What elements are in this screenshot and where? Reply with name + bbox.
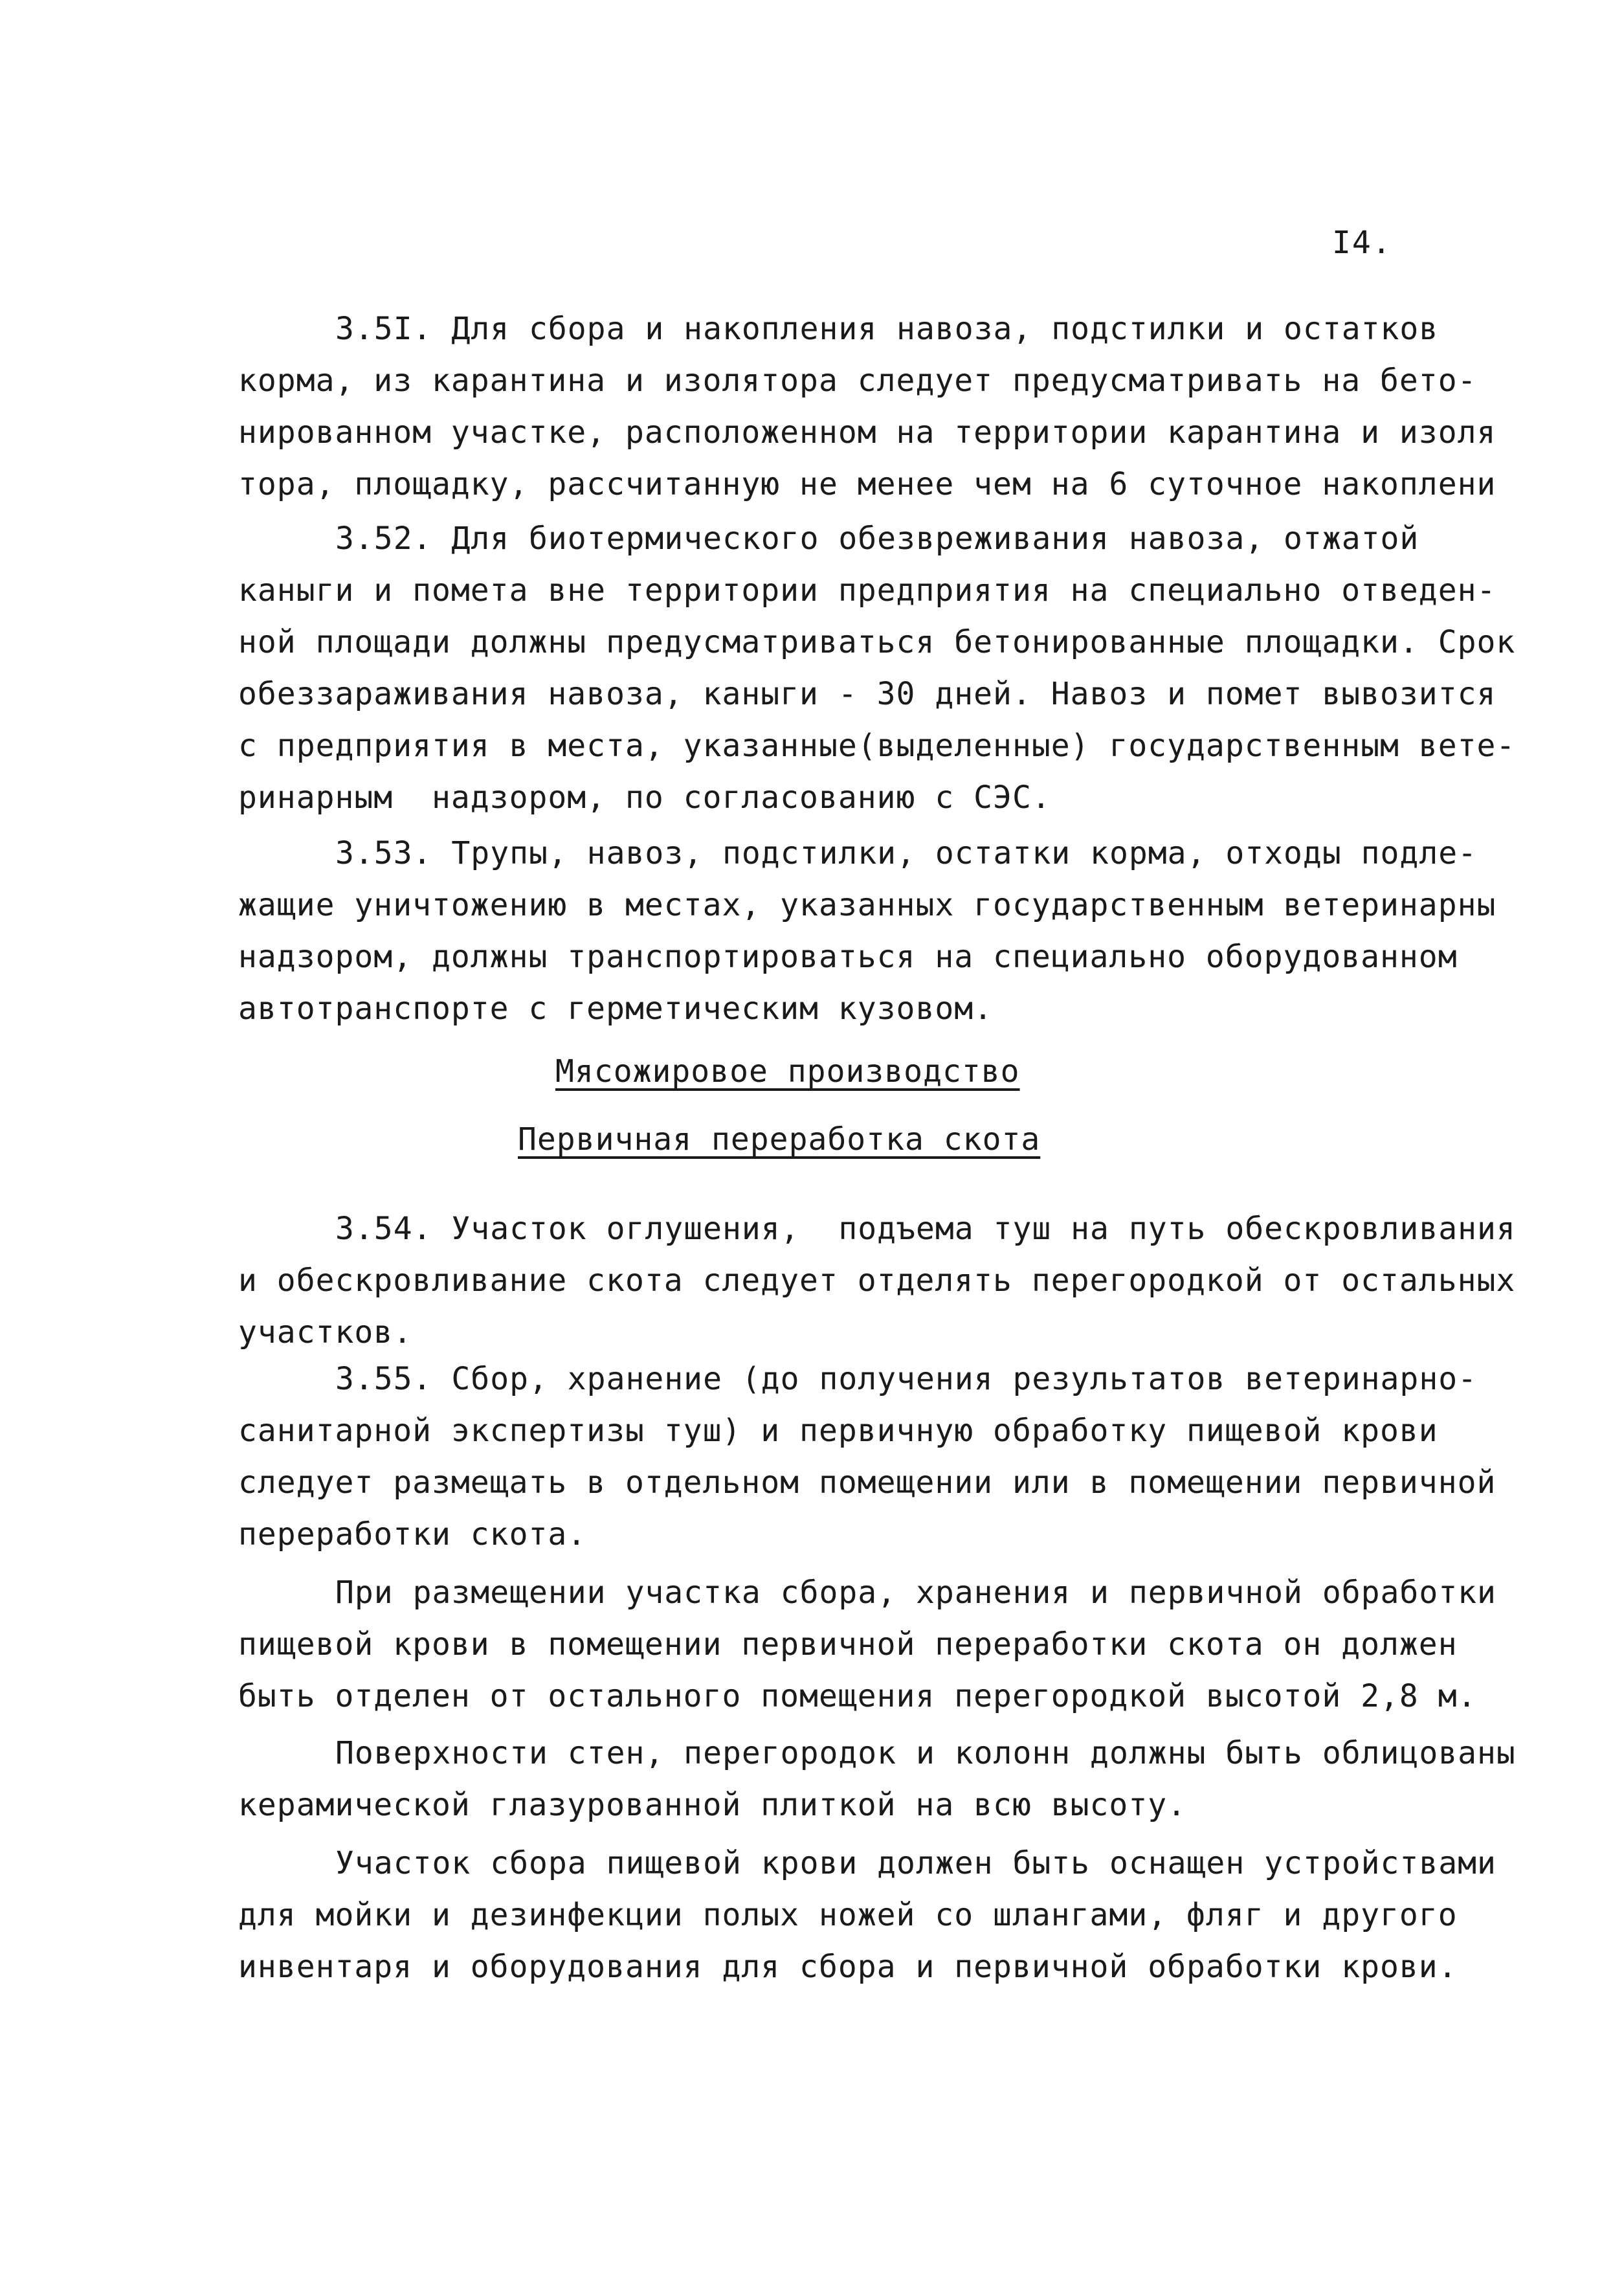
- text-line: с предприятия в места, указанные(выделенные) государственным вете-: [238, 728, 1516, 764]
- subsection-heading: Первичная переработка скота: [518, 1121, 1041, 1158]
- text-line: и обескровливание скота следует отделять перегородкой от остальных: [238, 1262, 1516, 1299]
- paragraph-equipment: [238, 1837, 1585, 1993]
- paragraph-3-52: [238, 513, 1585, 824]
- paragraph-surfaces: [238, 1727, 1585, 1831]
- text-line: 3.5I. Для сбора и накопления навоза, подстилки и остатков: [335, 311, 1439, 347]
- text-line: керамической глазурованной плиткой на всю высоту.: [238, 1787, 1187, 1823]
- text-line: надзором, должны транспортироваться на специально оборудованном: [238, 939, 1458, 975]
- text-line: обеззараживания навоза, каныги - 30 дней. Навоз и помет вывозится: [238, 676, 1496, 712]
- text-line: тора, площадку, рассчитанную не менее чем на 6 суточное накоплени: [238, 466, 1496, 502]
- text-line: При размещении участка сбора, хранения и первичной обработки: [335, 1574, 1496, 1611]
- text-line: ринарным надзором, по согласованию с СЭС.: [238, 779, 1051, 816]
- text-line: быть отделен от остального помещения перегородкой высотой 2,8 м.: [238, 1678, 1477, 1714]
- text-line: для мойки и дезинфекции полых ножей со шлангами, фляг и другого: [238, 1897, 1458, 1933]
- text-line: автотранспорте с герметическим кузовом.: [238, 991, 994, 1027]
- paragraph-placement: [238, 1567, 1585, 1722]
- text-line: следует размещать в отдельном помещении или в помещении первичной: [238, 1464, 1496, 1501]
- text-line: участков.: [238, 1314, 413, 1350]
- text-line: переработки скота.: [238, 1516, 587, 1552]
- text-line: нированном участке, расположенном на территории карантина и изоля: [238, 414, 1496, 451]
- paragraph-3-54: [238, 1203, 1585, 1358]
- text-line: Участок сбора пищевой крови должен быть оснащен устройствами: [335, 1845, 1496, 1881]
- section-heading: Мясожировое производство: [555, 1053, 1020, 1090]
- text-line: корма, из карантина и изолятора следует предусматривать на бето-: [238, 363, 1477, 399]
- text-line: инвентаря и оборудования для сбора и первичной обработки крови.: [238, 1949, 1458, 1985]
- text-line: Поверхности стен, перегородок и колонн должны быть облицованы: [335, 1735, 1516, 1771]
- text-line: 3.53. Трупы, навоз, подстилки, остатки корма, отходы подле-: [335, 835, 1478, 871]
- text-line: санитарной экспертизы туш) и первичную обработку пищевой крови: [238, 1413, 1438, 1449]
- text-line: ной площади должны предусматриваться бетонированные площадки. Срок: [238, 624, 1516, 660]
- text-line: 3.55. Сбор, хранение (до получения результатов ветеринарно-: [335, 1361, 1478, 1397]
- text-line: жащие уничтожению в местах, указанных государственным ветеринарны: [238, 887, 1496, 923]
- paragraph-3-51: [238, 303, 1585, 510]
- text-line: каныги и помета вне территории предприятия на специально отведен-: [238, 572, 1496, 609]
- text-line: пищевой крови в помещении первичной переработки скота он должен: [238, 1626, 1458, 1663]
- text-line: 3.52. Для биотермического обезвреживания навоза, отжатой: [335, 521, 1419, 557]
- paragraph-3-55: [238, 1353, 1585, 1560]
- page-number: I4.: [1332, 225, 1392, 261]
- paragraph-3-53: [238, 827, 1585, 1035]
- text-line: 3.54. Участок оглушения, подъема туш на путь обескровливания: [335, 1211, 1516, 1247]
